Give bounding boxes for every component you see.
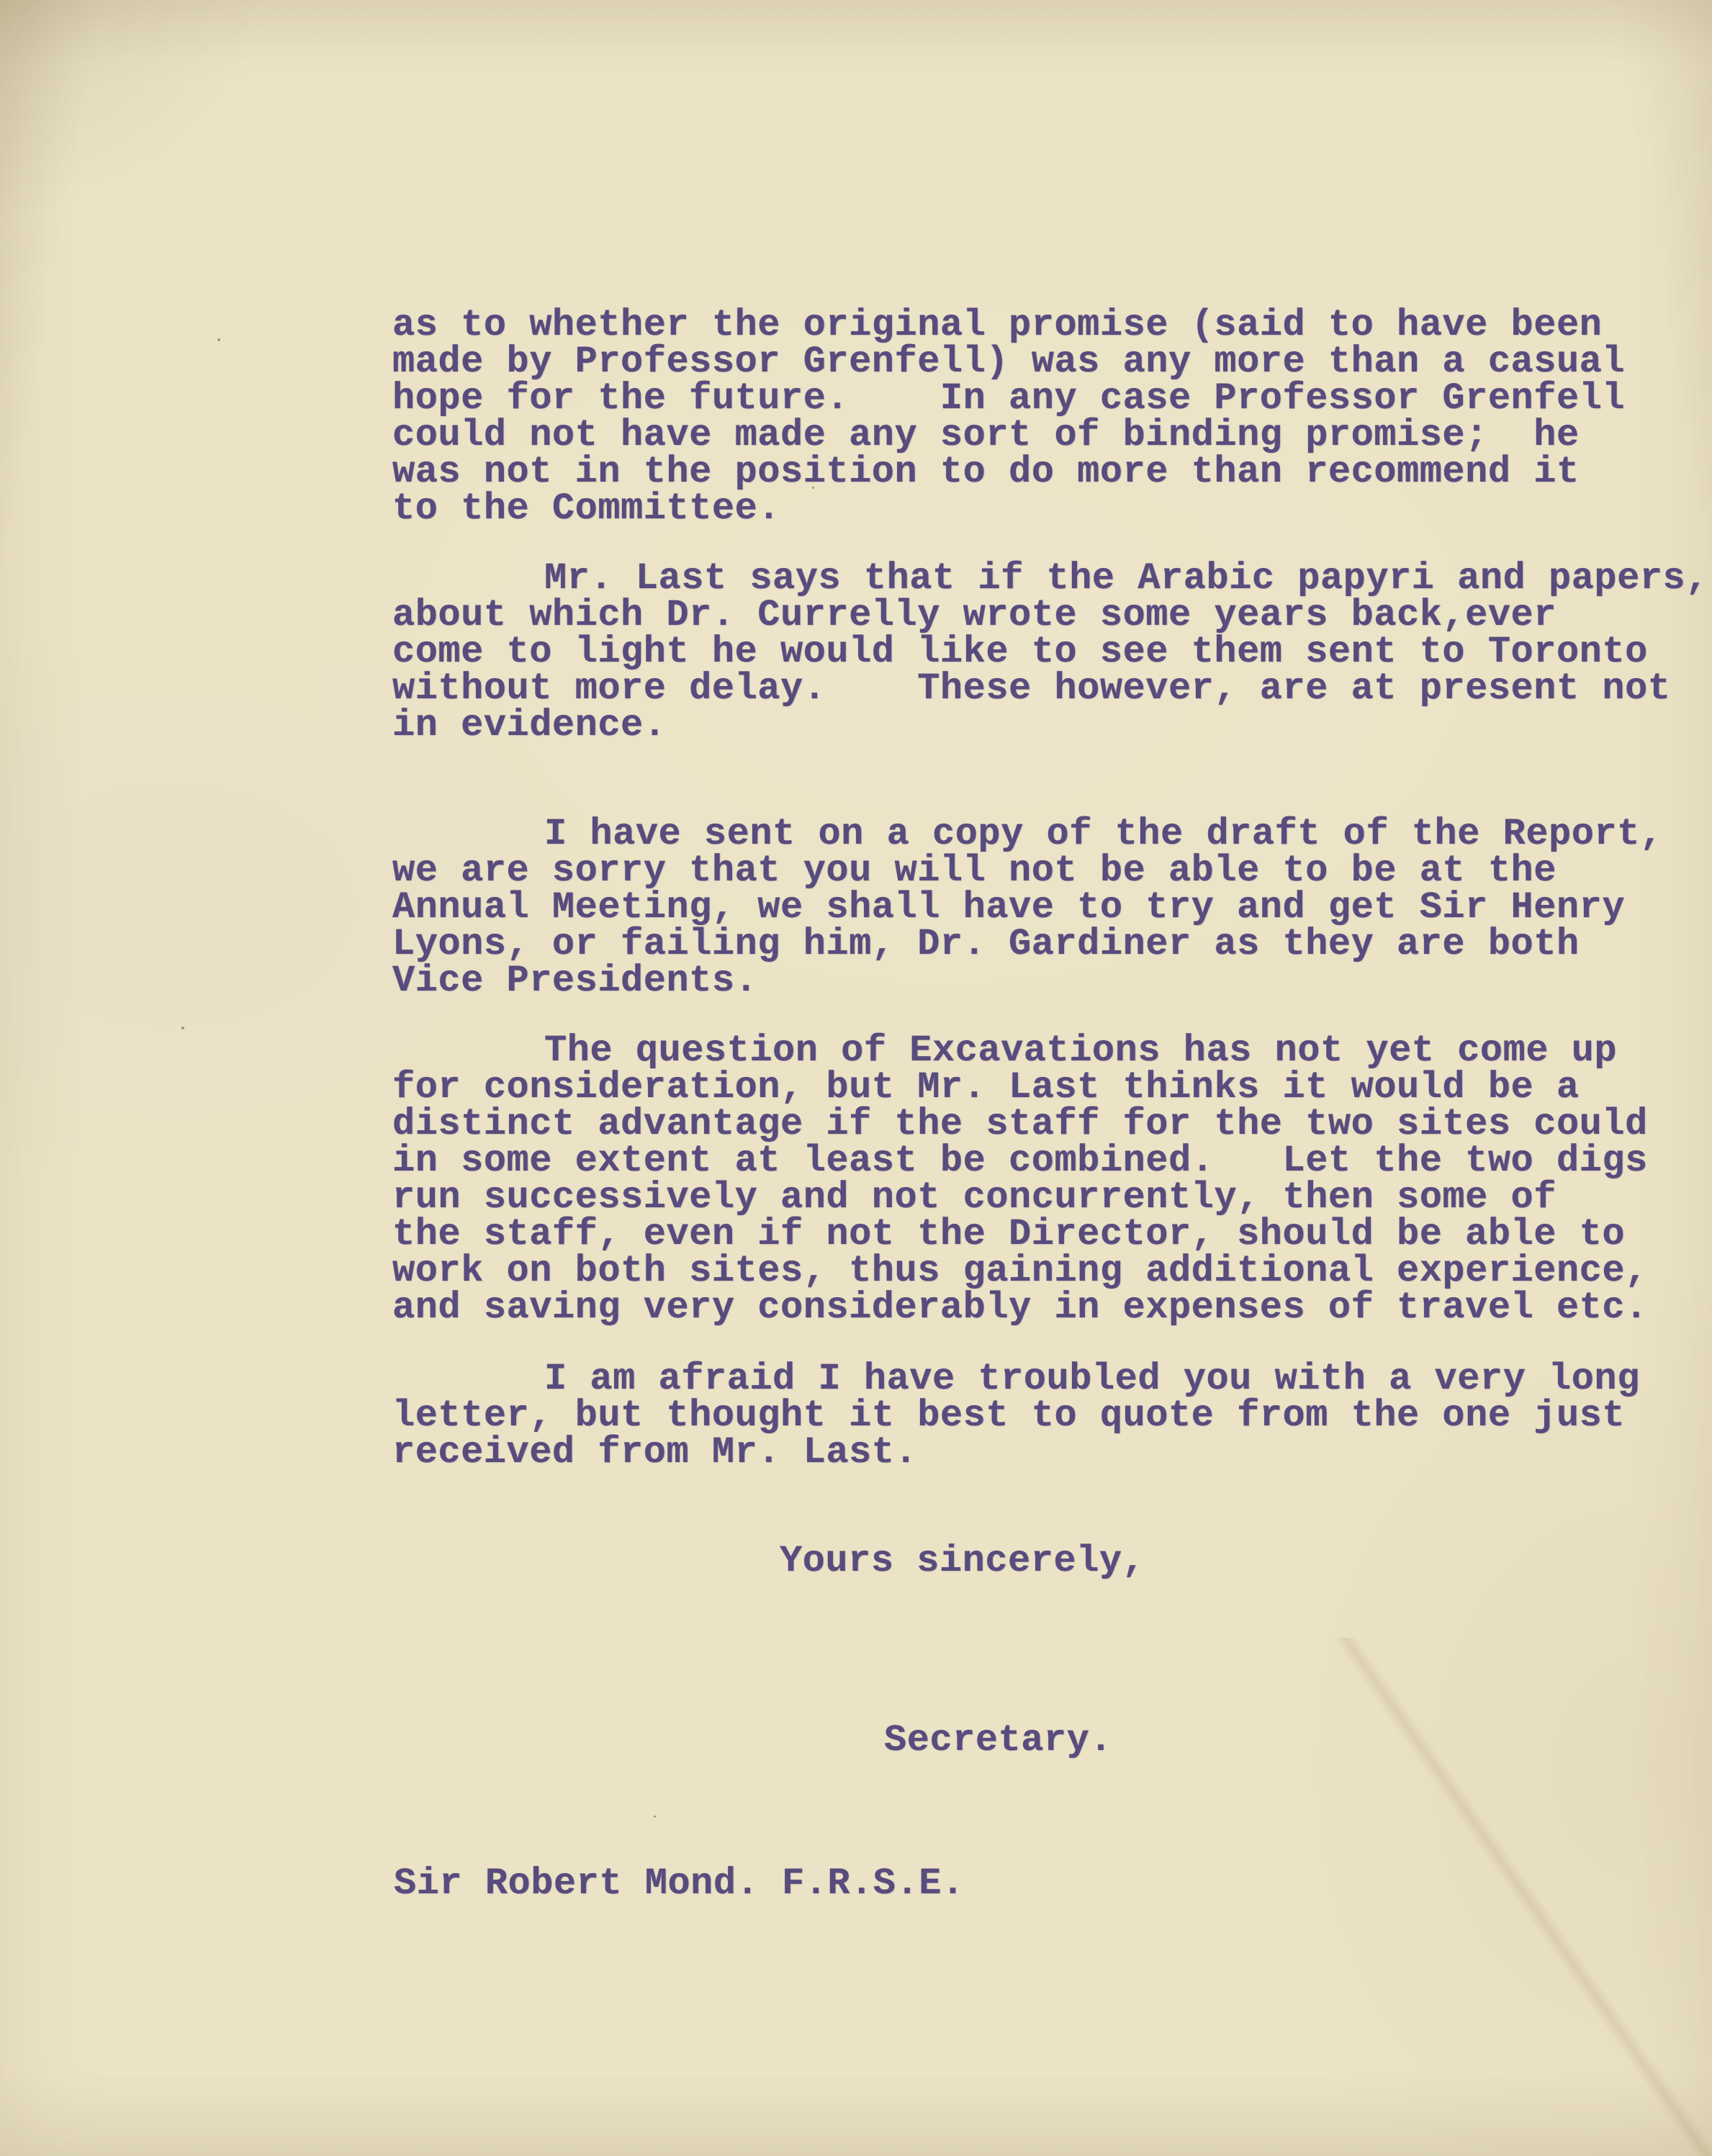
paragraph bbox=[392, 1358, 1640, 1474]
paragraph bbox=[392, 1029, 1648, 1329]
letter-body bbox=[392, 304, 1708, 1905]
letter-line: could not have made any sort of binding promise; he bbox=[392, 414, 1580, 456]
letter-line: The question of Excavations has not yet come up bbox=[544, 1029, 1618, 1072]
valediction: Yours sincerely, bbox=[780, 1540, 1145, 1582]
letter-line: Lyons, or failing him, Dr. Gardiner as they are both bbox=[392, 923, 1580, 965]
paper-speck bbox=[217, 338, 220, 341]
letter-line: and saving very considerably in expenses of travel etc. bbox=[392, 1286, 1648, 1329]
letter-line: for consideration, but Mr. Last thinks it would be a bbox=[392, 1066, 1580, 1109]
paragraph bbox=[392, 813, 1663, 1002]
letter-line: was not in the position to do more than recommend it bbox=[392, 451, 1580, 493]
addressee-line: Sir Robert Mond. F.R.S.E. bbox=[394, 1862, 965, 1905]
letter-line: in evidence. bbox=[392, 704, 667, 747]
letter-line: we are sorry that you will not be able to be at the bbox=[392, 849, 1556, 892]
letter-line: Annual Meeting, we shall have to try and get Sir Henry bbox=[392, 886, 1626, 929]
letter-line: run successively and not concurrently, then some of bbox=[392, 1176, 1556, 1219]
letter-line: about which Dr. Currelly wrote some years back,ever bbox=[392, 594, 1556, 636]
paper-speck bbox=[181, 1027, 184, 1029]
letter-line: I have sent on a copy of the draft of the Report, bbox=[544, 813, 1663, 855]
letter-line: to the Committee. bbox=[392, 487, 780, 530]
letter-line: received from Mr. Last. bbox=[392, 1431, 918, 1474]
paragraph bbox=[392, 557, 1708, 747]
letter-line: hope for the future. In any case Professor Grenfell bbox=[392, 377, 1626, 420]
letter-line: in some extent at least be combined. Let the two digs bbox=[392, 1140, 1648, 1182]
letter-line: I am afraid I have troubled you with a very long bbox=[544, 1358, 1640, 1400]
letter-line: work on both sites, thus gaining additional experience, bbox=[392, 1250, 1648, 1292]
letter-line: as to whether the original promise (said to have been bbox=[392, 304, 1603, 346]
letter-line: Mr. Last says that if the Arabic papyri and papers, bbox=[544, 557, 1708, 600]
letter-line: the staff, even if not the Director, should be able to bbox=[392, 1213, 1626, 1255]
letter-line: made by Professor Grenfell) was any more than a casual bbox=[392, 340, 1626, 383]
letter-line: Vice Presidents. bbox=[392, 960, 758, 1002]
letter-line: distinct advantage if the staff for the two sites could bbox=[392, 1103, 1648, 1145]
letter-line: come to light he would like to see them sent to Toronto bbox=[392, 631, 1648, 673]
letter-line: without more delay. These however, are at present not bbox=[392, 667, 1671, 710]
signature-title: Secretary. bbox=[884, 1719, 1113, 1762]
paragraph bbox=[392, 304, 1631, 530]
letter-line: letter, but thought it best to quote from the one just bbox=[392, 1394, 1626, 1437]
